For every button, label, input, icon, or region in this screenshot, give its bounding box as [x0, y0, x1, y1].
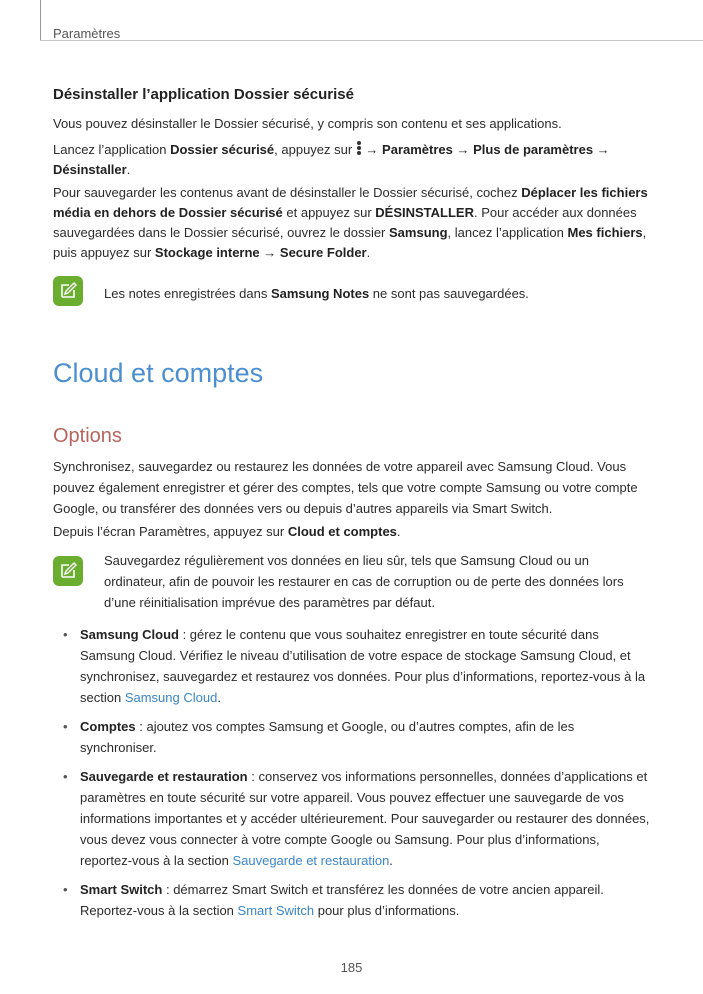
- ui-term-mes-fichiers: Mes fichiers: [567, 225, 643, 240]
- header-rule-vertical: [40, 0, 41, 40]
- paragraph-options-intro: Synchronisez, sauvegardez ou restaurez les données de votre appareil avec Samsung Cloud. Vous pouvez également enregistrer et gérer des comptes, tels que votre compte Samsung ou votre compte Google, ou transférer des données vers ou depuis d’autres appareils via Smart Switch.: [53, 459, 638, 516]
- list-item-end: .: [389, 853, 393, 868]
- list-item-text: : démarrez Smart Switch et transférez les données de votre ancien appareil. Reportez-vous à la section: [80, 882, 604, 918]
- list-item-sauvegarde: [53, 766, 653, 871]
- text-run: , appuyez sur: [274, 142, 356, 157]
- ui-term-deplacer: Déplacer les fichiers média en dehors de Dossier sécurisé: [53, 185, 648, 220]
- paragraph-steps: [53, 140, 653, 180]
- paragraph-intro: Vous pouvez désinstaller le Dossier sécurisé, y compris son contenu et ses applications.: [53, 116, 562, 131]
- text-run: ne sont pas sauvegardées.: [369, 286, 529, 301]
- text-run: →: [361, 142, 383, 157]
- text-run: Lancez l’application: [53, 142, 171, 157]
- link-sauvegarde-restauration[interactable]: Sauvegarde et restauration: [232, 853, 390, 868]
- header-rule-horizontal: [40, 40, 703, 41]
- bullet-dot: •: [63, 719, 68, 734]
- bullet-dot: •: [63, 882, 68, 897]
- note-text: Sauvegardez régulièrement vos données en lieu sûr, tels que Samsung Cloud ou un ordinateur, afin de pouvoir les restaurer en cas de corruption ou de perte des données lors d’une réinitialisation imprévue des paramètres par défaut.: [104, 553, 624, 610]
- text-run: →: [593, 142, 610, 157]
- bullet-dot: •: [63, 769, 68, 784]
- ui-term-samsung: Samsung: [389, 225, 448, 240]
- text-run: .: [396, 524, 401, 539]
- note-pencil-icon: [53, 276, 83, 306]
- list-item-text: : conservez vos informations personnelles, données d’applications et paramètres en toute sécurité sur votre appareil. Vous pouvez effectuer une sauvegarde de vos informations importantes et y accéder ultérieurement. Pour sauvegarder ou restaurer des données, vous devez vous connecter à votre compte Google ou Samsung. Pour plus d’informations, reportez-vous à la section: [80, 769, 650, 868]
- list-item-text: : gérez le contenu que vous souhaitez enregistrer en toute sécurité dans Samsung Cloud. Vérifiez le niveau d’utilisation de votre espace de stockage Samsung Cloud, et synchronisez, sauvegardez et restaurez vos données. Pour plus d’informations, reportez-vous à la section: [80, 627, 646, 705]
- list-item-comptes: [53, 716, 653, 758]
- ui-term-plus: Plus de paramètres: [473, 142, 594, 157]
- text-run: , lancez l’application: [447, 225, 568, 240]
- text-run: Depuis l’écran Paramètres, appuyez sur: [53, 524, 288, 539]
- note-pencil-icon: [53, 556, 83, 586]
- text-run: Pour sauvegarder les contenus avant de désinstaller le Dossier sécurisé, cochez: [53, 185, 522, 200]
- list-item-smart-switch: [53, 879, 653, 921]
- ui-term-cloud-comptes: Cloud et comptes: [287, 524, 397, 539]
- text-run: Les notes enregistrées dans: [104, 286, 271, 301]
- running-title: Paramètres: [53, 26, 121, 41]
- list-item-term: Smart Switch: [80, 882, 163, 897]
- ui-term-dossier: Dossier sécurisé: [170, 142, 275, 157]
- ui-term-parametres: Paramètres: [382, 142, 453, 157]
- list-item-term: Samsung Cloud: [80, 627, 179, 642]
- text-run: et appuyez sur: [282, 205, 376, 220]
- section-heading: Désinstaller l’application Dossier sécurisé: [53, 86, 354, 103]
- text-run: .: [366, 245, 371, 260]
- ui-term-desinstaller-caps: DÉSINSTALLER: [375, 205, 474, 220]
- link-smart-switch[interactable]: Smart Switch: [237, 903, 315, 918]
- options-list: [53, 624, 653, 929]
- list-item-term: Sauvegarde et restauration: [80, 769, 248, 784]
- text-run: . Pour accéder aux données sauvegardées dans le Dossier sécurisé, ouvrez le dossier: [53, 205, 637, 240]
- text-run: →: [452, 142, 474, 157]
- text-run: →: [259, 245, 280, 260]
- subsection-title: Options: [53, 425, 122, 447]
- list-item-term: Comptes: [80, 719, 136, 734]
- text-run: , puis appuyez sur: [53, 225, 647, 260]
- bullet-dot: •: [63, 627, 68, 642]
- ui-term-samsung-notes: Samsung Notes: [270, 286, 370, 301]
- ui-term-desinstaller: Désinstaller: [53, 162, 127, 177]
- list-item-samsung-cloud: [53, 624, 653, 708]
- page-number: 185: [340, 960, 363, 975]
- link-samsung-cloud[interactable]: Samsung Cloud: [124, 690, 218, 705]
- text-run: .: [126, 162, 131, 177]
- paragraph-options-path: [53, 522, 653, 542]
- list-item-text: : ajoutez vos comptes Samsung et Google, ou d’autres comptes, afin de les synchroniser.: [80, 719, 575, 755]
- paragraph-backup: [53, 183, 653, 263]
- note-text: [104, 283, 644, 304]
- ui-term-stockage: Stockage interne: [154, 245, 260, 260]
- list-item-end: .: [217, 690, 221, 705]
- chapter-title: Cloud et comptes: [53, 358, 264, 388]
- list-item-end: pour plus d’informations.: [314, 903, 460, 918]
- ui-term-secure-folder: Secure Folder: [279, 245, 367, 260]
